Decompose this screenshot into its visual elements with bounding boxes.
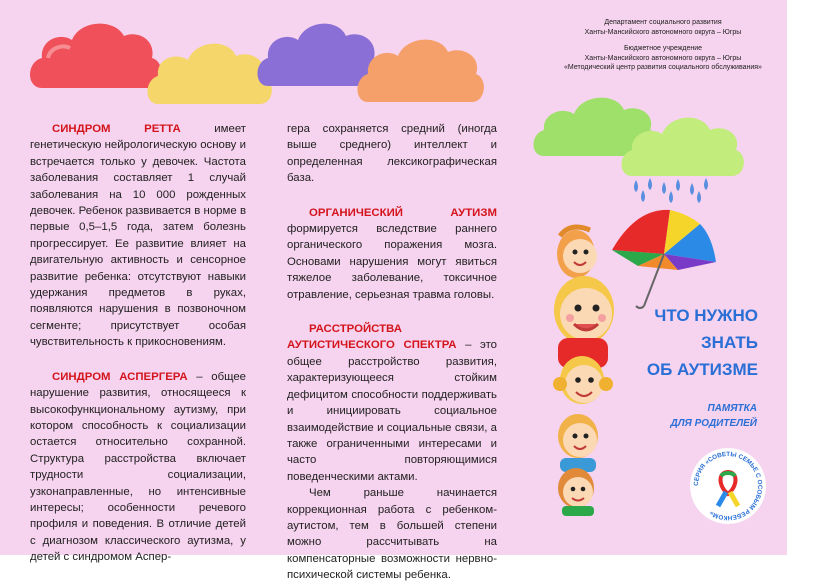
asperger-continuation: гера сохраняется средний (иногда выше среднего) интеллект и определенная лексикографическая база. <box>287 123 497 185</box>
cloud-yellow-icon <box>146 36 274 108</box>
rett-heading: СИНДРОМ РЕТТА <box>52 123 181 135</box>
asd-text: – это общее расстройство развития, характеризующееся стойким дефицитом способности поддерживать и инициировать социальное взаимодействие и социальные связи, а также ограниченными интересами и часто повторяющимися поведенческими актами. <box>287 339 498 483</box>
title-line-1: ЧТО НУЖНО <box>654 306 758 325</box>
rett-text: имеет генетическую нейрологическую основу и встречается только у девочек. Частота заболевания составляет 1 случай заболевания на 10 000 рожденных девочек. Ребенок развивается в норме в первые 0,5–1,5 года, затем болезнь прогрессирует. Ее развитие влияет на двигательную активность и сенсорное развитие ребенка: отсутствуют навыки удержания предметов в руках, появляются нарушения в позвоночном сегменте; присутствует особая чувствительность к прикосновениям. <box>30 123 246 349</box>
rett-paragraph <box>30 121 246 351</box>
rain-drops-icon <box>628 176 718 206</box>
institution-name: «Методический центр развития социального обслуживания» <box>564 64 762 71</box>
department-name: Департамент социального развития <box>604 19 722 26</box>
organization-header <box>563 18 763 80</box>
cloud-orange-icon <box>356 32 486 106</box>
asperger-text: – общее нарушение развития, относящееся к высокофункциональному аутизму, при котором способность к социализации остается относительно сохранной. Структура расстройства включает трудности социализации, узконаправленные, но интенсивные интересы; особенности речевого профиля и поведения. В отличие детей с диагнозом классического аутизма, у детей с синдромом Аспер- <box>30 370 247 564</box>
title-line-3: ОБ АУТИЗМЕ <box>646 360 758 379</box>
department-region: Ханты-Мансийского автономного округа – Югры <box>584 28 742 36</box>
institution-region: Ханты-Мансийского автономного округа – Югры <box>584 54 742 62</box>
asd-paragraph <box>287 321 497 485</box>
cloud-red-icon <box>28 18 164 92</box>
organic-paragraph <box>287 205 497 303</box>
children-illustration <box>556 214 626 516</box>
column-organic-asd <box>287 121 497 584</box>
brochure-subtitle <box>650 401 757 431</box>
asd-heading: РАССТРОЙСТВА АУТИСТИЧЕСКОГО СПЕКТРА <box>287 323 457 352</box>
title-line-2: ЗНАТЬ <box>701 333 758 352</box>
subtitle-line-1: ПАМЯТКА <box>707 403 757 414</box>
organic-heading: ОРГАНИЧЕСКИЙ АУТИЗМ <box>309 206 497 219</box>
series-ring-text: СЕРИЯ «СОВЕТЫ СЕМЬЕ С ОСОБЫМ РЕБЕНКОМ» <box>692 450 764 522</box>
column-rett-asperger <box>30 121 246 566</box>
subtitle-line-2: ДЛЯ РОДИТЕЛЕЙ <box>670 418 757 429</box>
cloud-light-green-icon <box>620 112 746 180</box>
brochure-title <box>636 302 758 383</box>
closing-paragraph <box>287 485 497 583</box>
organic-text: формируется вследствие раннего органического поражения мозга. Основами нарушения могут явиться тяжелое заболевание, токсичное отравление, серьезная травма головы. <box>287 223 497 301</box>
institution-type: Бюджетное учреждение <box>623 45 703 52</box>
autism-ribbon-sticker <box>688 446 768 526</box>
closing-text: Чем раньше начинается коррекционная работа с ребенком-аутистом, тем в большей степени можно рассчитывать на компенсаторные возможности нервно-психической системы ребенка. <box>287 487 497 582</box>
asperger-heading: СИНДРОМ АСПЕРГЕРА <box>52 370 188 383</box>
asperger-paragraph <box>30 369 246 566</box>
